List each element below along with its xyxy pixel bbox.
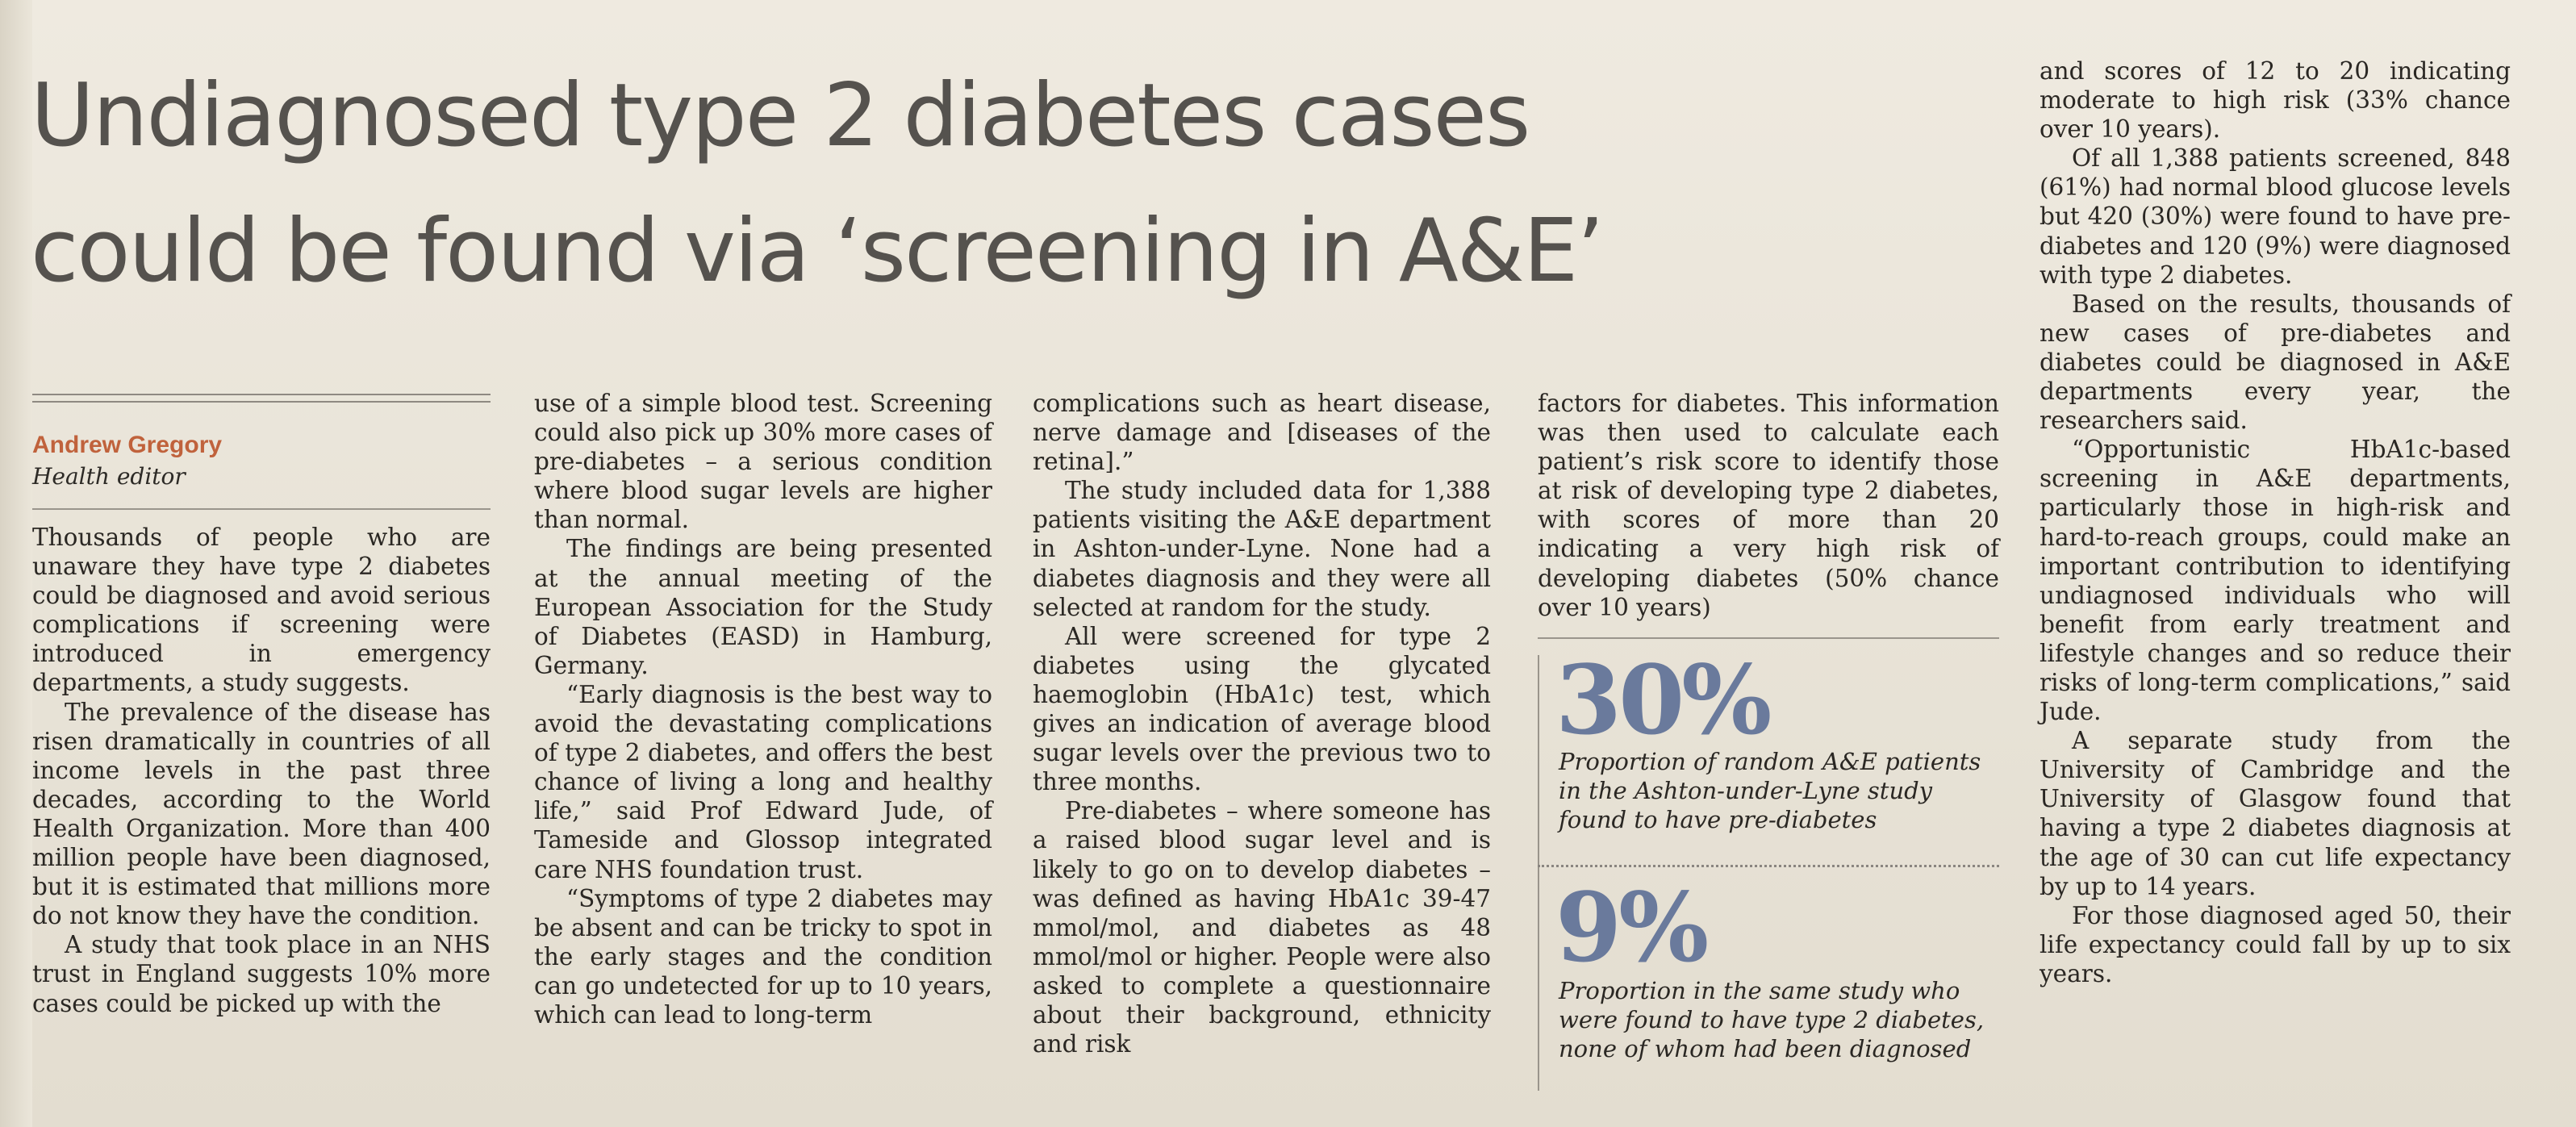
stats-side-rule [1538,655,1539,1091]
stat-caption-pre-diabetes: Proportion of random A&E patients in the Ashton-under-Lyne study found to have pre-diabetes [1559,748,1981,833]
article-column-1 [32,523,491,1018]
paragraph: Of all 1,388 patients screened, 848 (61%) had normal blood glucose levels but 420 (30%) were found to have pre-diabetes and 120 (9%) were diagnosed with type 2 diabetes. [2040,144,2511,289]
paragraph: The prevalence of the disease has risen dramatically in countries of all income levels in the past three decades, according to the World Health Organization. More than 400 million people have been diagnosed, but it is estimated that millions more do not know they have the condition. [32,698,491,930]
paragraph: “Opportunistic HbA1c-based screening in A&E departments, particularly those in high-risk and hard-to-reach groups, could make an important contribution to identifying undiagnosed individuals who will benefit from early treatment and lifestyle changes and so reduce their risks of long-term complications,” said Jude. [2040,436,2511,726]
paragraph: Pre-diabetes – where someone has a raised blood sugar level and is likely to go on to develop diabetes – was defined as having HbA1c 39-47 mmol/mol, and diabetes as 48 mmol/mol or higher. People were also asked to complete a questionnaire about their background, ethnicity and risk [1033,797,1491,1058]
paragraph: A separate study from the University of Cambridge and the University of Glasgow found that having a type 2 diabetes diagnosis at the age of 30 can cut life expectancy by up to 14 years. [2040,727,2511,900]
paragraph: A study that took place in an NHS trust in England suggests 10% more cases could be picked up with the [32,931,491,1017]
stat-value-diabetes: 9% [1555,871,1706,983]
byline-divider [32,508,491,510]
headline-line-1: Undiagnosed type 2 diabetes cases [31,65,1530,166]
paragraph: use of a simple blood test. Screening could also pick up 30% more cases of pre-diabetes – a serious condition where blood sugar levels are higher than normal. [534,390,992,534]
headline [31,48,1983,319]
article-column-4 [1538,389,1999,622]
paragraph: “Symptoms of type 2 diabetes may be absent and can be tricky to spot in the early stages and the condition can go undetected for up to 10 years, which can lead to long-term [534,884,992,1029]
paragraph: factors for diabetes. This information was then used to calculate each patient’s risk score to identify those at risk of developing type 2 diabetes, with scores of more than 20 indicating a very high risk of developing diabetes (50% chance over 10 years) [1538,390,1999,621]
paragraph: Thousands of people who are unaware they have type 2 diabetes could be diagnosed and avoid serious complications if screening were introduced in emergency departments, a study suggests. [32,524,491,697]
paragraph: “Early diagnosis is the best way to avoid the devastating complications of type 2 diabetes, and offers the best chance of living a long and healthy life,” said Prof Edward Jude, of Tameside and Glossop integrated care NHS foundation trust. [534,680,992,883]
stats-top-rule [1538,637,1999,639]
paragraph: The study included data for 1,388 patients visiting the A&E department in Ashton-under-Lyne. None had a diabetes diagnosis and they were all selected at random for the study. [1033,477,1491,621]
article-column-3 [1033,389,1491,1058]
stats-dotted-divider [1538,865,1999,867]
paragraph: For those diagnosed aged 50, their life expectancy could fall by up to six years. [2040,901,2511,987]
paragraph: The findings are being presented at the annual meeting of the European Association for the Study of Diabetes (EASD) in Hamburg, Germany. [534,535,992,679]
article-column-5 [2040,56,2511,988]
paragraph: All were screened for type 2 diabetes using the glycated haemoglobin (HbA1c) test, which gives an indication of average blood sugar levels over the previous two to three months. [1033,622,1491,796]
stat-caption-diabetes: Proportion in the same study who were found to have type 2 diabetes, none of whom had been diagnosed [1559,977,1985,1062]
paragraph: and scores of 12 to 20 indicating moderate to high risk (33% chance over 10 years). [2040,57,2511,144]
paragraph: complications such as heart disease, nerve damage and [diseases of the retina].” [1033,390,1491,476]
paragraph: Based on the results, thousands of new cases of pre-diabetes and diabetes could be diagnosed in A&E departments every year, the researchers said. [2040,290,2511,435]
article-column-2 [534,389,992,1029]
author-role: Health editor [32,463,186,490]
headline-line-2: could be found via ‘screening in A&E’ [31,201,1603,302]
byline-rules [32,394,491,408]
page-edge-shadow [0,0,32,1127]
stat-value-pre-diabetes: 30% [1555,644,1769,756]
author-name: Andrew Gregory [32,432,223,458]
byline [32,429,491,492]
